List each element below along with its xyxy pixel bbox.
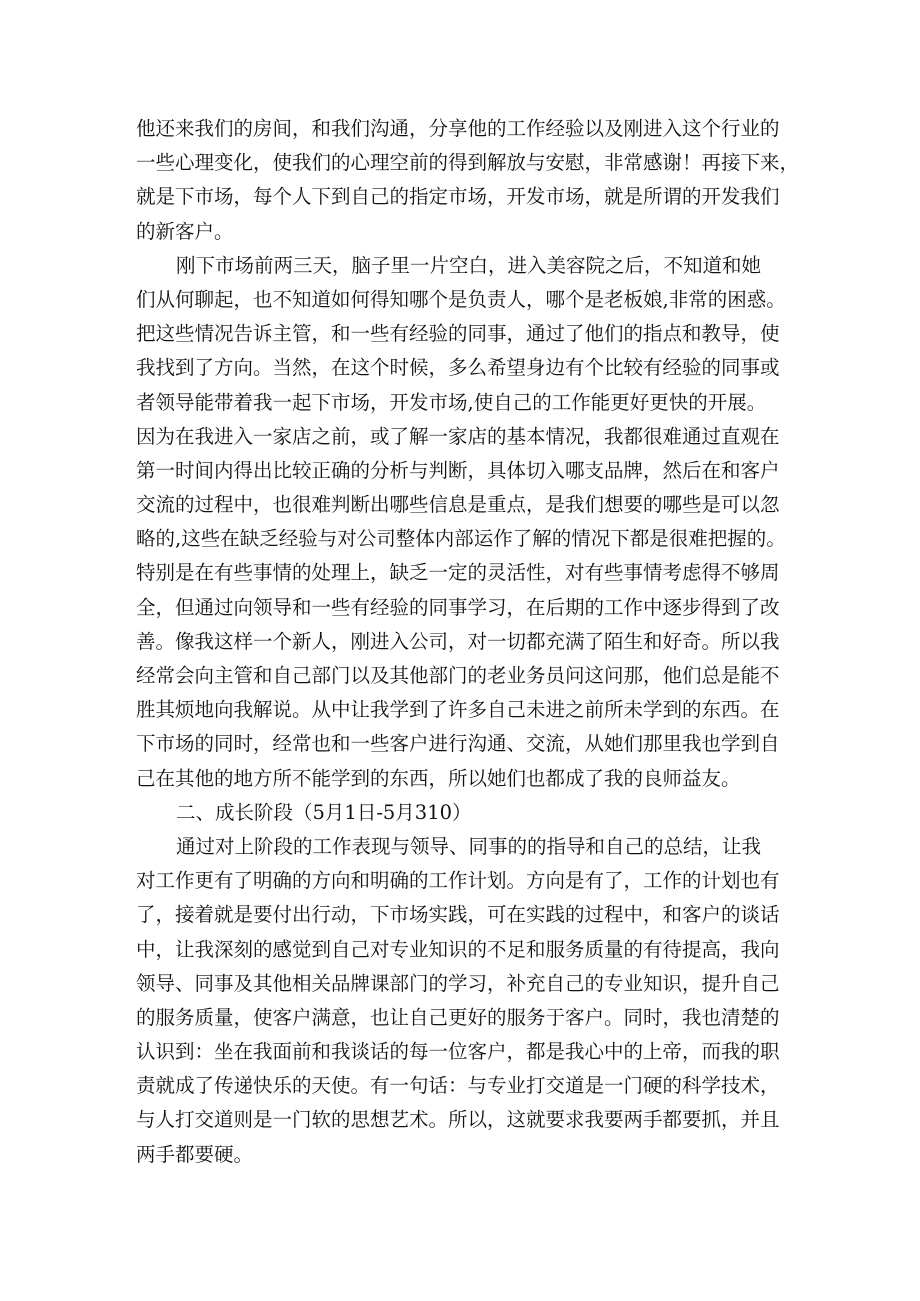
text-line: 责就成了传递快乐的天使。有一句话：与专业打交道是一门硬的科学技术， [136, 1074, 780, 1098]
text-line: 经常会向主管和自己部门以及其他部门的老业务员问这问那，他们总是能不 [136, 664, 780, 687]
text-line: 者领导能带着我一起下市场，开发市场,使自己的工作能更好更快的开展。 [136, 390, 767, 414]
text-line: 的服务质量，使客户满意，也让自己更好的服务于客户。同时，我也清楚的 [136, 1005, 780, 1029]
text-line: 下市场的同时，经常也和一些客户进行沟通、交流，从她们那里我也学到自 [136, 732, 780, 756]
text-line: 领导、同事及其他相关品牌课部门的学习，补充自己的专业知识，提升自己 [136, 971, 780, 995]
text-line: 就是下市场，每个人下到自己的指定市场，开发市场，就是所谓的开发我们 [136, 185, 780, 209]
paragraph-first-line: 通过对上阶段的工作表现与领导、同事的的指导和自己的总结，让我 [176, 834, 762, 858]
text-line: 善。像我这样一个新人，刚进入公司，对一切都充满了陌生和好奇。所以我 [136, 629, 780, 653]
text-line: 的新客户。 [136, 219, 234, 243]
text-line: 交流的过程中，也很难判断出哪些信息是重点，是我们想要的哪些是可以忽 [136, 493, 780, 517]
text-line: 略的,这些在缺乏经验与对公司整体内部运作了解的情况下都是很难把握的。 [136, 527, 786, 551]
text-line: 两手都要硬。 [136, 1142, 254, 1166]
text-line: 因为在我进入一家店之前，或了解一家店的基本情况，我都很难通过直观在 [136, 424, 780, 448]
section-heading: 二、成长阶段（5月1日-5月310） [176, 800, 472, 824]
text-line: 全，但通过向领导和一些有经验的同事学习，在后期的工作中逐步得到了改 [136, 595, 780, 619]
text-line: 一些心理变化，使我们的心理空前的得到解放与安慰，非常感谢！再接下来， [136, 151, 800, 175]
text-line: 与人打交道则是一门软的思想艺术。所以，这就要求我要两手都要抓，并且 [136, 1108, 780, 1132]
document-body-text [136, 112, 816, 1172]
text-line: 他还来我们的房间，和我们沟通，分享他的工作经验以及刚进入这个行业的 [136, 117, 780, 140]
text-line: 己在其他的地方所不能学到的东西，所以她们也都成了我的良师益友。 [136, 766, 741, 790]
text-line: 我找到了方向。当然，在这个时候，多么希望身边有个比较有经验的同事或 [136, 356, 780, 380]
text-line: 们从何聊起，也不知道如何得知哪个是负责人，哪个是老板娘,非常的困惑。 [136, 287, 786, 311]
text-line: 中，让我深刻的感觉到自己对专业知识的不足和服务质量的有待提高，我向 [136, 937, 780, 961]
text-line: 对工作更有了明确的方向和明确的工作计划。方向是有了，工作的计划也有 [136, 869, 780, 893]
text-line: 特别是在有些事情的处理上，缺乏一定的灵活性，对有些事情考虑得不够周 [136, 561, 780, 585]
text-line: 把这些情况告诉主管，和一些有经验的同事，通过了他们的指点和教导，使 [136, 322, 780, 346]
paragraph-first-line: 刚下市场前两三天，脑子里一片空白，进入美容院之后，不知道和她 [176, 253, 762, 277]
text-line: 胜其烦地向我解说。从中让我学到了许多自己未进之前所未学到的东西。在 [136, 698, 780, 722]
text-line: 了，接着就是要付出行动，下市场实践，可在实践的过程中，和客户的谈话 [136, 903, 780, 927]
text-line: 认识到：坐在我面前和我谈话的每一位客户，都是我心中的上帝，而我的职 [136, 1040, 780, 1064]
text-line: 第一时间内得出比较正确的分析与判断，具体切入哪支品牌，然后在和客户 [136, 458, 780, 482]
